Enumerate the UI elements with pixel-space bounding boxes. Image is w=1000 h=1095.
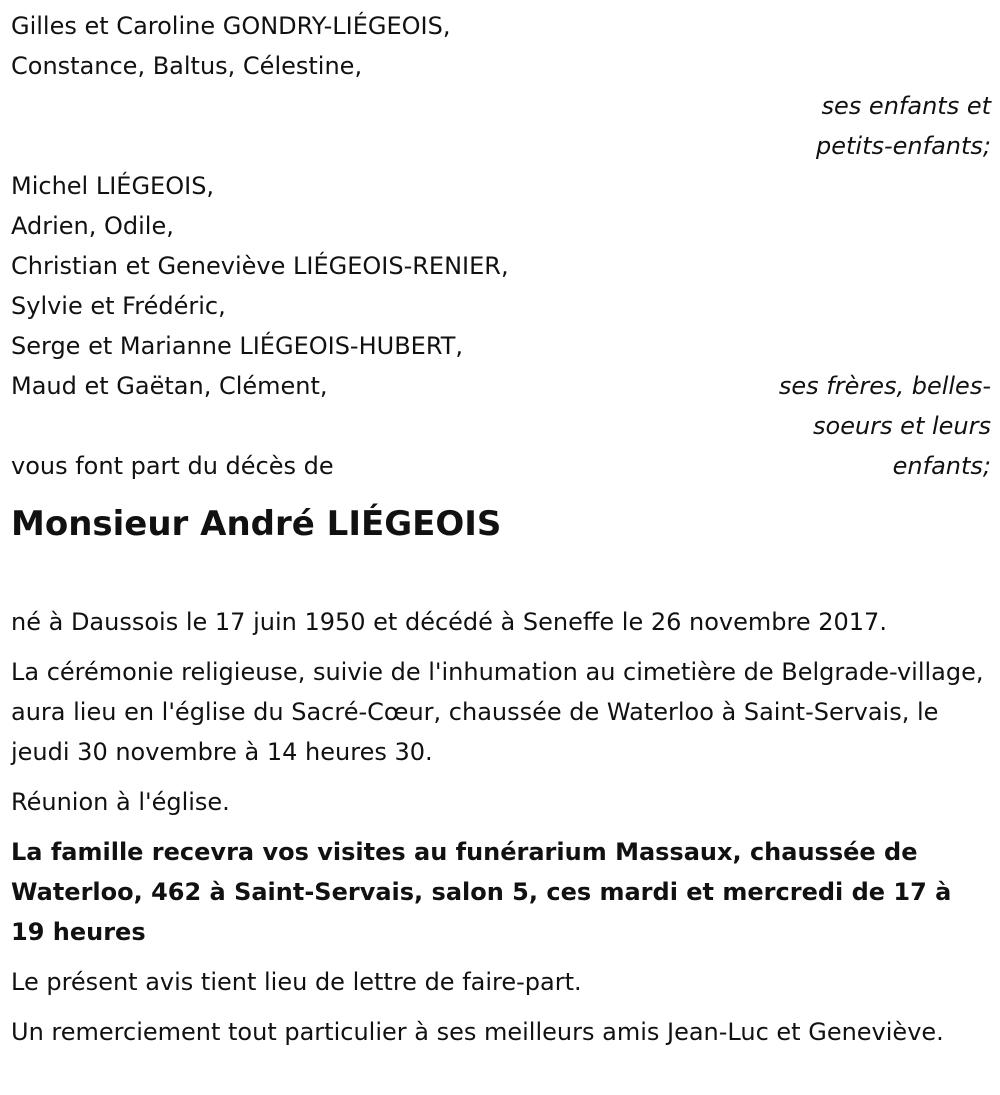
relation-line: enfants; xyxy=(892,452,991,480)
relation-line: ses frères, belles- xyxy=(778,372,991,400)
family-line: Gilles et Caroline GONDRY-LIÉGEOIS, xyxy=(11,12,451,40)
family-line: Michel LIÉGEOIS, xyxy=(11,172,215,200)
meeting-paragraph: Réunion à l'église. xyxy=(11,788,230,816)
family-line: Christian et Geneviève LIÉGEOIS-RENIER, xyxy=(11,252,509,280)
notice-paragraph: Le présent avis tient lieu de lettre de faire-part. xyxy=(11,968,582,996)
family-line: Maud et Gaëtan, Clément, xyxy=(11,372,328,400)
obituary-notice xyxy=(11,6,991,1052)
relation-line: soeurs et leurs xyxy=(813,412,991,440)
ceremony-paragraph: La cérémonie religieuse, suivie de l'inhumation au cimetière de Belgrade-village, aura lieu en l'église du Sacré-Cœur, chaussée de Waterloo à Saint-Servais, le jeudi 30 novembre à 14 heures 30. xyxy=(11,658,984,766)
relation-line: petits-enfants; xyxy=(816,132,991,160)
family-line: Sylvie et Frédéric, xyxy=(11,292,226,320)
family-line: Serge et Marianne LIÉGEOIS-HUBERT, xyxy=(11,332,464,360)
siblings-relation xyxy=(691,366,991,486)
announcement-text: vous font part du décès de xyxy=(11,452,334,480)
visits-paragraph: La famille recevra vos visites au funérarium Massaux, chaussée de Waterloo, 462 à Saint-Servais, salon 5, ces mardi et mercredi de 17 à 19 heures xyxy=(11,838,952,946)
family-group-siblings xyxy=(11,166,991,486)
relation-line: ses enfants et xyxy=(821,92,991,120)
family-line: Constance, Baltus, Célestine, xyxy=(11,52,363,80)
family-group-children xyxy=(11,6,991,166)
birth-death-paragraph: né à Daussois le 17 juin 1950 et décédé à Seneffe le 26 novembre 2017. xyxy=(11,608,887,636)
siblings-names xyxy=(11,166,711,486)
deceased-name: Monsieur André LIÉGEOIS xyxy=(11,504,502,544)
family-line: Adrien, Odile, xyxy=(11,212,174,240)
thanks-paragraph: Un remerciement tout particulier à ses meilleurs amis Jean-Luc et Geneviève. xyxy=(11,1018,944,1046)
